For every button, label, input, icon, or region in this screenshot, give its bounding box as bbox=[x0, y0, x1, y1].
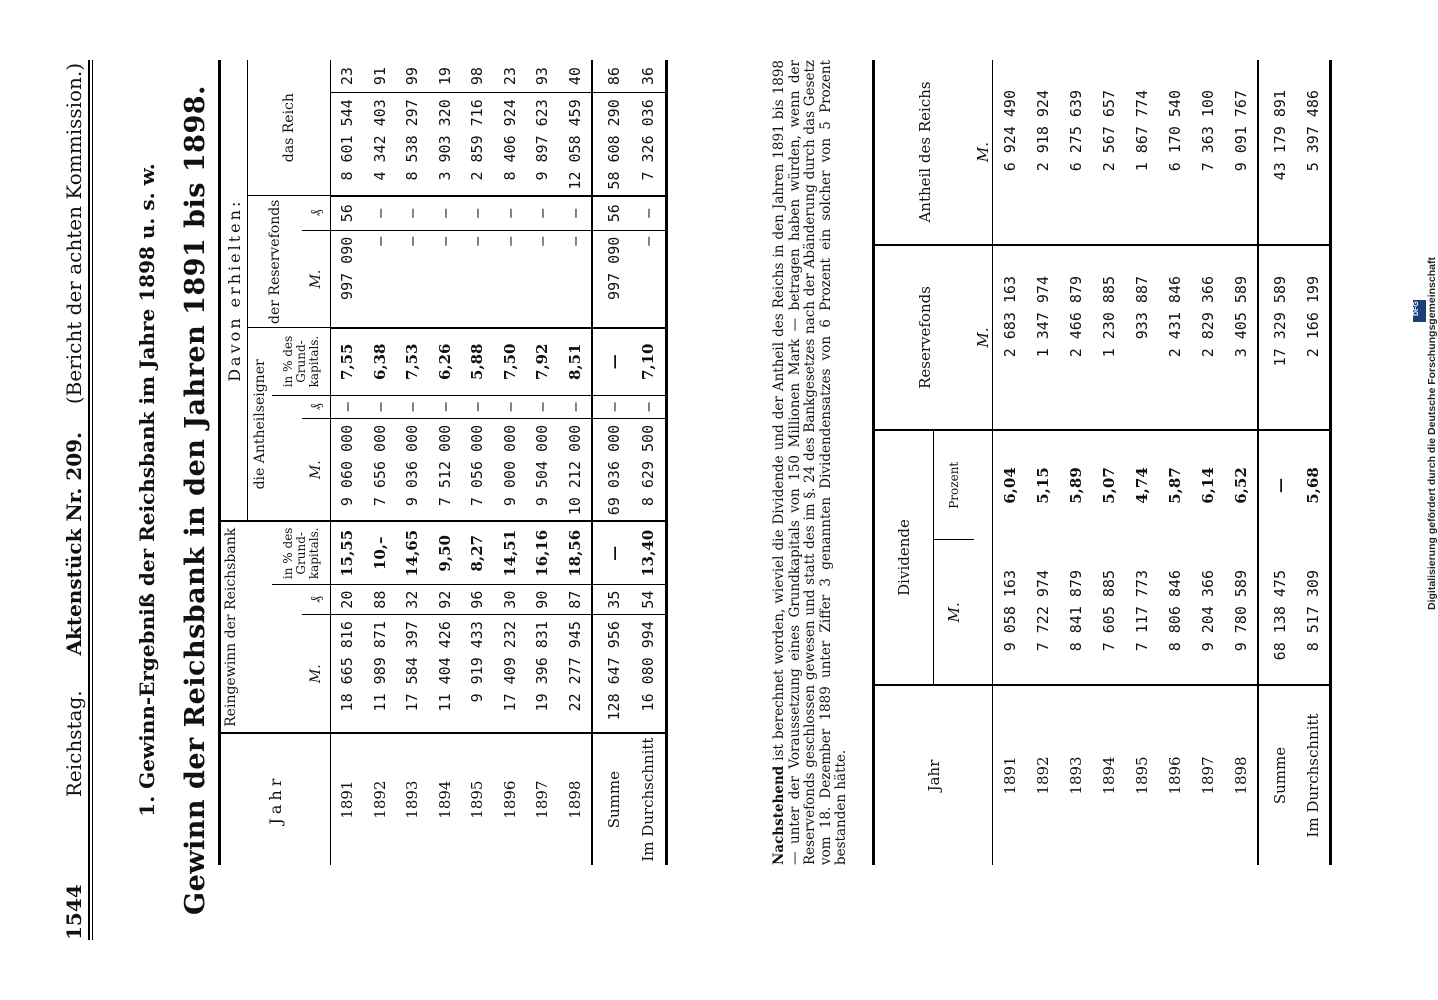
cell-reingewinn-pfennig: 96 bbox=[461, 585, 494, 615]
cell-reserve-mark: 2 683 163 bbox=[993, 245, 1027, 430]
cell-reich-pfennig: 91 bbox=[364, 60, 397, 93]
cell-anteil-mark: 7 056 000 bbox=[461, 418, 494, 521]
cell-reingewinn-mark: 11 989 871 bbox=[364, 615, 397, 734]
cell-dividend-mark: 7 605 885 bbox=[1092, 540, 1125, 685]
cell-dividend-pct: 6,14 bbox=[1198, 467, 1217, 504]
cell-year: 1893 bbox=[403, 780, 422, 819]
cell-anteil-pct: 7,10 bbox=[631, 328, 667, 395]
cell-summary-label: Summe bbox=[1258, 685, 1296, 865]
cell-year: 1896 bbox=[500, 780, 519, 819]
cell-reingewinn-mark: 17 584 397 bbox=[396, 615, 429, 734]
cell-year: 1897 bbox=[1198, 756, 1217, 795]
cell-reingewinn-pfennig: 88 bbox=[364, 585, 397, 615]
cell-dividend-mark: 8 517 309 bbox=[1296, 540, 1331, 685]
cell-year: 1896 bbox=[1165, 756, 1184, 795]
cell-anteil-pct: 6,26 bbox=[429, 328, 462, 395]
cell-anteil-pct: 8,51 bbox=[559, 328, 593, 395]
cell-anteil-pfennig: — bbox=[494, 395, 527, 418]
col-header-pct-grundkapital: in % des Grund-kapitals. bbox=[272, 328, 331, 395]
cell-anteil-pfennig: — bbox=[592, 395, 631, 418]
cell-reich-pfennig: 40 bbox=[559, 60, 593, 93]
cell-dividend-pct: 5,15 bbox=[1033, 467, 1052, 504]
cell-dividend-pct: 4,74 bbox=[1132, 467, 1151, 504]
cell-year: 1895 bbox=[468, 780, 487, 819]
cell-reich-pfennig: 23 bbox=[331, 60, 364, 93]
cell-anteil-mark: 10 212 000 bbox=[559, 418, 593, 521]
cell-reich-mark: 4 342 403 bbox=[364, 93, 397, 196]
col-header-dividende: Dividende bbox=[874, 430, 934, 685]
cell-reich-pfennig: 86 bbox=[592, 60, 631, 93]
cell-anteil-mark: 69 036 000 bbox=[592, 418, 631, 521]
cell-reingewinn-mark: 9 919 433 bbox=[461, 615, 494, 734]
table-row bbox=[526, 60, 559, 865]
cell-reich-mark: 9 091 767 bbox=[1224, 60, 1258, 245]
cell-reich-mark: 12 058 459 bbox=[559, 93, 593, 196]
cell-year: 1891 bbox=[338, 780, 357, 819]
cell-reserve-mark: — bbox=[559, 230, 593, 328]
cell-reich-mark: 3 903 320 bbox=[429, 93, 462, 196]
cell-reserve-mark: 2 466 879 bbox=[1059, 245, 1092, 430]
unit-pfennig: ₰ bbox=[302, 196, 331, 230]
dfg-logo bbox=[1413, 300, 1426, 322]
cell-reserve-mark: 1 230 885 bbox=[1092, 245, 1125, 430]
cell-reich-mark: 7 363 100 bbox=[1191, 60, 1224, 245]
cell-dividend-mark: 8 806 846 bbox=[1158, 540, 1191, 685]
cell-dividend-pct: 5,87 bbox=[1165, 467, 1184, 504]
cell-reingewinn-pct: 13,40 bbox=[631, 521, 667, 584]
cell-reich-mark: 9 897 623 bbox=[526, 93, 559, 196]
cell-reserve-mark: 2 431 846 bbox=[1158, 245, 1191, 430]
cell-anteil-pfennig: — bbox=[559, 395, 593, 418]
cell-reingewinn-mark: 22 277 945 bbox=[559, 615, 593, 734]
cell-reich-mark: 2 918 924 bbox=[1026, 60, 1059, 245]
unit-mark: M. bbox=[302, 418, 331, 521]
header-rule bbox=[88, 60, 90, 940]
cell-dividend-pct: 5,07 bbox=[1099, 467, 1118, 504]
cell-reich-pfennig: 36 bbox=[631, 60, 667, 93]
cell-reich-mark: 58 608 290 bbox=[592, 93, 631, 196]
col-header-pct-grundkapital: in % des Grund-kapitals. bbox=[272, 521, 331, 584]
explanatory-paragraph bbox=[772, 60, 850, 865]
cell-dividend-pct: 5,68 bbox=[1303, 467, 1322, 504]
cell-reserve-mark: — bbox=[526, 230, 559, 328]
cell-anteil-pfennig: — bbox=[526, 395, 559, 418]
cell-reich-mark: 5 397 486 bbox=[1296, 60, 1331, 245]
table-row bbox=[1191, 60, 1224, 865]
cell-reich-mark: 6 924 490 bbox=[993, 60, 1027, 245]
main-title: Gewinn der Reichsbank in den Jahren 1891 bis 1898. bbox=[180, 85, 211, 915]
cell-reserve-mark: 933 887 bbox=[1125, 245, 1158, 430]
cell-reserve-mark: 2 166 199 bbox=[1296, 245, 1331, 430]
table-row bbox=[1125, 60, 1158, 865]
cell-reserve-pfennig: — bbox=[526, 196, 559, 230]
cell-reserve-mark: 997 090 bbox=[592, 230, 631, 328]
cell-anteil-pfennig: — bbox=[364, 395, 397, 418]
cell-reserve-mark: 997 090 bbox=[331, 230, 364, 328]
header-commission: (Bericht der achten Kommission.) bbox=[62, 62, 86, 405]
profit-table bbox=[218, 60, 668, 865]
unit-mark: M. bbox=[934, 540, 975, 685]
unit-mark: M. bbox=[974, 245, 993, 430]
col-header-year: Jahr bbox=[220, 733, 331, 865]
cell-dividend-pct: 6,52 bbox=[1231, 467, 1250, 504]
header-document: Aktenstück Nr. 209. bbox=[62, 431, 86, 656]
unit-pfennig: ₰ bbox=[302, 395, 331, 418]
cell-year: 1893 bbox=[1066, 756, 1085, 795]
cell-reingewinn-pfennig: 87 bbox=[559, 585, 593, 615]
cell-anteil-mark: 7 656 000 bbox=[364, 418, 397, 521]
cell-reingewinn-pct: 14,65 bbox=[396, 521, 429, 584]
dividend-table-body bbox=[993, 60, 1331, 865]
cell-dividend-mark: 8 841 879 bbox=[1059, 540, 1092, 685]
cell-reserve-mark: 17 329 589 bbox=[1258, 245, 1296, 430]
table-row bbox=[429, 60, 462, 865]
cell-year: 1892 bbox=[1033, 756, 1052, 795]
header-rule-thin bbox=[92, 60, 93, 940]
cell-reserve-pfennig: — bbox=[494, 196, 527, 230]
cell-reserve-mark: — bbox=[429, 230, 462, 328]
cell-reingewinn-pfennig: 54 bbox=[631, 585, 667, 615]
cell-dividend-mark: 7 117 773 bbox=[1125, 540, 1158, 685]
page-header bbox=[62, 60, 90, 940]
cell-reingewinn-pct: 16,16 bbox=[526, 521, 559, 584]
header-center bbox=[62, 60, 86, 800]
cell-anteil-pct: 7,92 bbox=[526, 328, 559, 395]
cell-anteil-pct: 7,53 bbox=[396, 328, 429, 395]
cell-dividend-mark: 9 204 366 bbox=[1191, 540, 1224, 685]
cell-anteil-pfennig: — bbox=[331, 395, 364, 418]
cell-reich-mark: 2 567 657 bbox=[1092, 60, 1125, 245]
cell-reserve-pfennig: — bbox=[631, 196, 667, 230]
cell-reserve-pfennig: 56 bbox=[592, 196, 631, 230]
cell-year: 1898 bbox=[565, 780, 584, 819]
cell-year: 1892 bbox=[370, 780, 389, 819]
col-header-anteil-reich: Antheil des Reichs bbox=[874, 60, 975, 245]
cell-reich-mark: 43 179 891 bbox=[1258, 60, 1296, 245]
table-row bbox=[1059, 60, 1092, 865]
cell-reserve-pfennig: — bbox=[461, 196, 494, 230]
table-row bbox=[1224, 60, 1258, 865]
cell-reingewinn-pfennig: 92 bbox=[429, 585, 462, 615]
table-row bbox=[331, 60, 364, 865]
cell-reserve-pfennig: — bbox=[429, 196, 462, 230]
table-row bbox=[494, 60, 527, 865]
col-header-year: Jahr bbox=[874, 685, 993, 865]
col-header-anteilseigner: die Antheilseigner bbox=[248, 328, 273, 522]
unit-pfennig: ₰ bbox=[302, 585, 331, 615]
cell-reich-mark: 6 275 639 bbox=[1059, 60, 1092, 245]
cell-anteil-pfennig: — bbox=[429, 395, 462, 418]
cell-reingewinn-mark: 128 647 956 bbox=[592, 615, 631, 734]
cell-reingewinn-pct: 15,55 bbox=[331, 521, 364, 584]
cell-reingewinn-mark: 19 396 831 bbox=[526, 615, 559, 734]
cell-reich-mark: 8 538 297 bbox=[396, 93, 429, 196]
cell-anteil-mark: 9 036 000 bbox=[396, 418, 429, 521]
col-header-davon: Davon erhielten: bbox=[220, 60, 248, 521]
cell-summary-label: Summe bbox=[592, 733, 631, 865]
cell-reingewinn-pfennig: 35 bbox=[592, 585, 631, 615]
cell-dividend-mark: 9 058 163 bbox=[993, 540, 1027, 685]
cell-reserve-pfennig: 56 bbox=[331, 196, 364, 230]
cell-year: 1898 bbox=[1231, 756, 1250, 795]
cell-reich-mark: 8 406 924 bbox=[494, 93, 527, 196]
paragraph-lead: Nachstehend bbox=[771, 765, 787, 865]
table-row bbox=[364, 60, 397, 865]
cell-reserve-mark: 2 829 366 bbox=[1191, 245, 1224, 430]
cell-reingewinn-pct: 14,51 bbox=[494, 521, 527, 584]
summary-row-average bbox=[631, 60, 667, 865]
cell-anteil-pct: — bbox=[592, 328, 631, 395]
cell-anteil-pct: 7,50 bbox=[494, 328, 527, 395]
cell-anteil-pfennig: — bbox=[631, 395, 667, 418]
cell-reserve-mark: — bbox=[364, 230, 397, 328]
cell-reingewinn-pfennig: 90 bbox=[526, 585, 559, 615]
cell-reich-pfennig: 98 bbox=[461, 60, 494, 93]
table-row bbox=[461, 60, 494, 865]
cell-summary-label: Im Durchschnitt bbox=[1303, 713, 1322, 838]
col-header-reingewinn: Reingewinn der Reichsbank bbox=[220, 521, 273, 733]
cell-anteil-pfennig: — bbox=[461, 395, 494, 418]
table-header-row bbox=[220, 60, 248, 865]
header-spacer bbox=[272, 585, 302, 734]
cell-reingewinn-pct: 18,56 bbox=[559, 521, 593, 584]
cell-reingewinn-pct: 8,27 bbox=[461, 521, 494, 584]
cell-dividend-pct: 6,04 bbox=[1000, 467, 1019, 504]
cell-reserve-mark: 1 347 974 bbox=[1026, 245, 1059, 430]
cell-anteil-pct: 5,88 bbox=[461, 328, 494, 395]
cell-reich-mark: 8 601 544 bbox=[331, 93, 364, 196]
cell-anteil-mark: 9 504 000 bbox=[526, 418, 559, 521]
summary-row-sum bbox=[592, 60, 631, 865]
cell-reich-mark: 7 326 036 bbox=[631, 93, 667, 196]
summary-row-average bbox=[1296, 60, 1331, 865]
paragraph-text: ist berechnet worden, wieviel die Dividende und der Antheil des Reichs in den Jahren 1891 bis 1898 — unter der Voraussetzung eines Grundkapitals von 150 Millionen Mark — betragen haben würden, wenn der Reservefonds geschlossen gewesen und statt des im §. 24 des Bankgesetzes nach der Abänderung durch das Gesetz vom 18. Dezember 1889 unter Ziffer 3 genannten Dividendensatzes von 6 Prozent ein solcher von 5 Prozent bestanden hätte. bbox=[771, 60, 850, 865]
col-header-reservefonds: Reservefonds bbox=[874, 245, 975, 430]
cell-dividend-pct: — bbox=[1258, 430, 1296, 540]
cell-dividend-mark: 7 722 974 bbox=[1026, 540, 1059, 685]
cell-reingewinn-pct: 10,– bbox=[364, 521, 397, 584]
table-row bbox=[1026, 60, 1059, 865]
unit-mark: M. bbox=[302, 230, 331, 328]
cell-reserve-pfennig: — bbox=[396, 196, 429, 230]
header-spacer bbox=[974, 430, 993, 685]
cell-reserve-mark: — bbox=[631, 230, 667, 328]
cell-reich-pfennig: 99 bbox=[396, 60, 429, 93]
cell-dividend-mark: 9 780 589 bbox=[1224, 540, 1258, 685]
col-header-reservefonds: der Reservefonds bbox=[248, 196, 303, 328]
cell-reingewinn-pct: — bbox=[592, 521, 631, 584]
table-row bbox=[396, 60, 429, 865]
cell-reich-pfennig: 19 bbox=[429, 60, 462, 93]
cell-year: 1897 bbox=[533, 780, 552, 819]
cell-reich-pfennig: 23 bbox=[494, 60, 527, 93]
cell-anteil-mark: 8 629 500 bbox=[631, 418, 667, 521]
cell-reingewinn-pfennig: 32 bbox=[396, 585, 429, 615]
cell-reserve-pfennig: — bbox=[559, 196, 593, 230]
digitization-sidebar bbox=[1412, 257, 1438, 1000]
dividend-table bbox=[872, 60, 1332, 865]
col-header-reich: das Reich bbox=[248, 60, 331, 196]
cell-reingewinn-pfennig: 20 bbox=[331, 585, 364, 615]
cell-year: 1894 bbox=[435, 780, 454, 819]
cell-reich-mark: 1 867 774 bbox=[1125, 60, 1158, 245]
cell-reingewinn-mark: 11 404 426 bbox=[429, 615, 462, 734]
cell-reingewinn-mark: 18 665 816 bbox=[331, 615, 364, 734]
cell-reserve-pfennig: — bbox=[364, 196, 397, 230]
unit-mark: M. bbox=[302, 615, 331, 734]
cell-reingewinn-pct: 9,50 bbox=[429, 521, 462, 584]
profit-table-body bbox=[331, 60, 667, 865]
cell-reserve-mark: — bbox=[461, 230, 494, 328]
cell-reserve-mark: — bbox=[494, 230, 527, 328]
cell-reserve-mark: — bbox=[396, 230, 429, 328]
cell-reingewinn-pfennig: 30 bbox=[494, 585, 527, 615]
table-row bbox=[559, 60, 593, 865]
digitization-credit: Digitalisierung gefördert durch die Deutsche Forschungsgemeinschaft bbox=[1426, 257, 1438, 610]
cell-anteil-mark: 9 060 000 bbox=[331, 418, 364, 521]
cell-summary-label: Im Durchschnitt bbox=[639, 737, 657, 862]
cell-reingewinn-mark: 17 409 232 bbox=[494, 615, 527, 734]
cell-anteil-mark: 7 512 000 bbox=[429, 418, 462, 521]
cell-dividend-mark: 68 138 475 bbox=[1258, 540, 1296, 685]
cell-anteil-pct: 6,38 bbox=[364, 328, 397, 395]
table-row bbox=[993, 60, 1027, 865]
section-title: 1. Gewinn-Ergebniß der Reichsbank im Jahre 1898 u. s. w. bbox=[135, 163, 159, 817]
cell-reserve-mark: 3 405 589 bbox=[1224, 245, 1258, 430]
cell-dividend-pct: 5,89 bbox=[1066, 467, 1085, 504]
cell-reich-mark: 6 170 540 bbox=[1158, 60, 1191, 245]
cell-reich-pfennig: 93 bbox=[526, 60, 559, 93]
cell-year: 1894 bbox=[1099, 756, 1118, 795]
header-spacer bbox=[272, 395, 302, 521]
table-row bbox=[1158, 60, 1191, 865]
cell-reich-mark: 2 859 716 bbox=[461, 93, 494, 196]
summary-row-sum bbox=[1258, 60, 1296, 865]
dfg-logo-text: DFG bbox=[1413, 301, 1420, 316]
table-row bbox=[1092, 60, 1125, 865]
unit-mark: M. bbox=[974, 60, 993, 245]
page-number: 1544 bbox=[62, 884, 86, 940]
cell-reingewinn-mark: 16 080 994 bbox=[631, 615, 667, 734]
table-header-row bbox=[874, 60, 934, 865]
header-publication: Reichstag. bbox=[62, 690, 86, 798]
cell-anteil-pfennig: — bbox=[396, 395, 429, 418]
cell-year: 1895 bbox=[1132, 756, 1151, 795]
unit-prozent: Prozent bbox=[934, 430, 975, 540]
cell-anteil-mark: 9 000 000 bbox=[494, 418, 527, 521]
cell-year: 1891 bbox=[1000, 756, 1019, 795]
cell-anteil-pct: 7,55 bbox=[331, 328, 364, 395]
